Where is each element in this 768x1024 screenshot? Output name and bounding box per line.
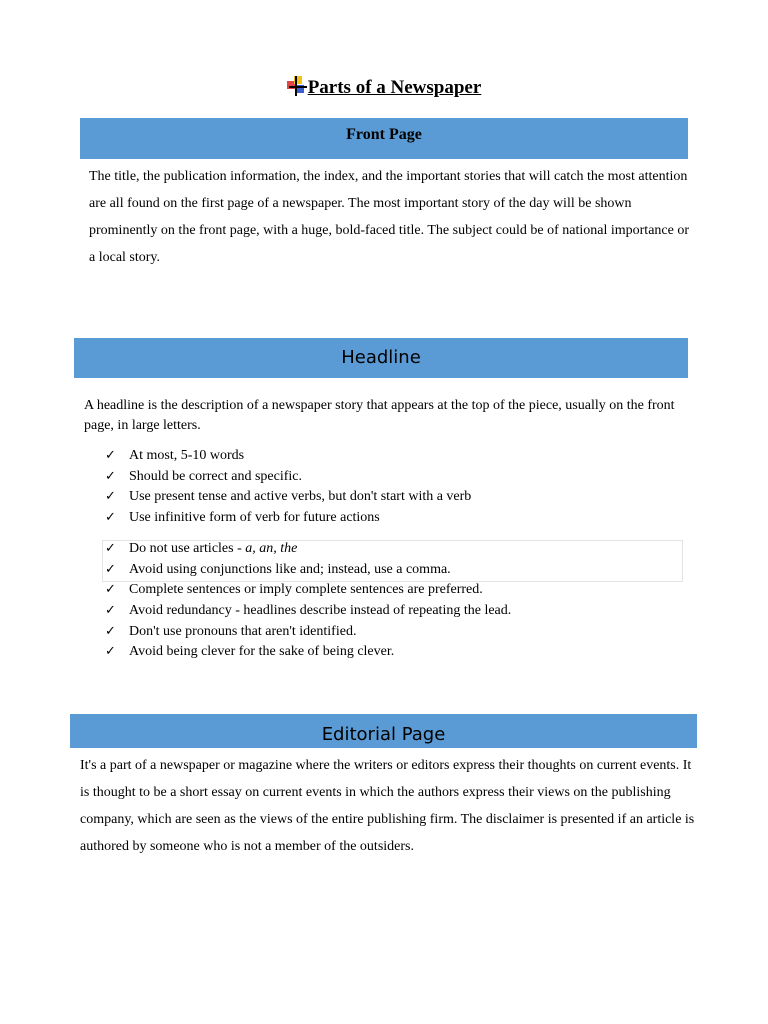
list-item <box>105 580 511 601</box>
list-item <box>105 622 511 643</box>
checkmark-icon: ✓ <box>105 510 116 526</box>
list-item <box>105 487 471 508</box>
checkmark-icon: ✓ <box>105 582 116 598</box>
crosshair-squares-icon <box>287 76 307 96</box>
list-item <box>105 560 511 581</box>
articles-examples: a, an, the <box>245 541 298 556</box>
checkmark-icon: ✓ <box>105 541 116 556</box>
list-item <box>105 508 471 529</box>
headline-heading: Headline <box>74 338 688 378</box>
list-item-text: Avoid redundancy - headlines describe instead of repeating the lead. <box>129 603 512 619</box>
title-row <box>0 76 768 99</box>
headline-rules-list-continued <box>105 539 511 663</box>
list-item-text: At most, 5-10 words <box>129 448 245 463</box>
list-item-text: Use present tense and active verbs, but don't start with a verb <box>129 489 472 505</box>
list-item-text: Should be correct and specific. <box>129 468 302 484</box>
list-item <box>105 467 471 488</box>
checkmark-icon: ✓ <box>105 623 116 639</box>
checkmark-icon: ✓ <box>105 561 116 577</box>
list-item <box>105 539 511 560</box>
checkmark-icon: ✓ <box>105 468 116 484</box>
front-page-heading: Front Page <box>80 118 688 159</box>
list-item <box>105 446 471 467</box>
page-title: Parts of a Newspaper <box>307 77 482 98</box>
list-item-text: Avoid using conjunctions like and; instead, use a comma. <box>129 561 451 577</box>
headline-paragraph: A headline is the description of a newspaper story that appears at the top of the piece, usually on the front page, in large letters. <box>84 398 675 433</box>
list-item-text: Avoid being clever for the sake of being clever. <box>129 644 395 660</box>
checkmark-icon: ✓ <box>105 448 116 463</box>
list-item-text: Don't use pronouns that aren't identified. <box>129 623 357 639</box>
articles-rule-prefix: Do not use articles - <box>129 541 246 556</box>
editorial-page-paragraph: It's a part of a newspaper or magazine where the writers or editors express their thoughts on current events. It is thought to be a short essay on current events in which the authors express their views on the publishing company, which are seen as the views of the entire publishing firm. The disclaimer is presented if an article is authored by someone who is not a member of the outsiders. <box>80 758 695 854</box>
list-item-text: Use infinitive form of verb for future actions <box>129 510 380 526</box>
headline-rules-list <box>105 446 471 529</box>
list-item-text: Complete sentences or imply complete sentences are preferred. <box>129 582 483 598</box>
checkmark-icon: ✓ <box>105 489 116 505</box>
front-page-paragraph: The title, the publication information, the index, and the important stories that will catch the most attention are all found on the first page of a newspaper. The most important story of the day will be shown prominently on the front page, with a huge, bold-faced title. The subject could be of national importance or a local story. <box>89 169 690 265</box>
list-item <box>105 642 511 663</box>
checkmark-icon: ✓ <box>105 644 116 660</box>
checkmark-icon: ✓ <box>105 603 116 619</box>
editorial-page-heading: Editorial Page <box>70 714 697 748</box>
list-item <box>105 601 511 622</box>
